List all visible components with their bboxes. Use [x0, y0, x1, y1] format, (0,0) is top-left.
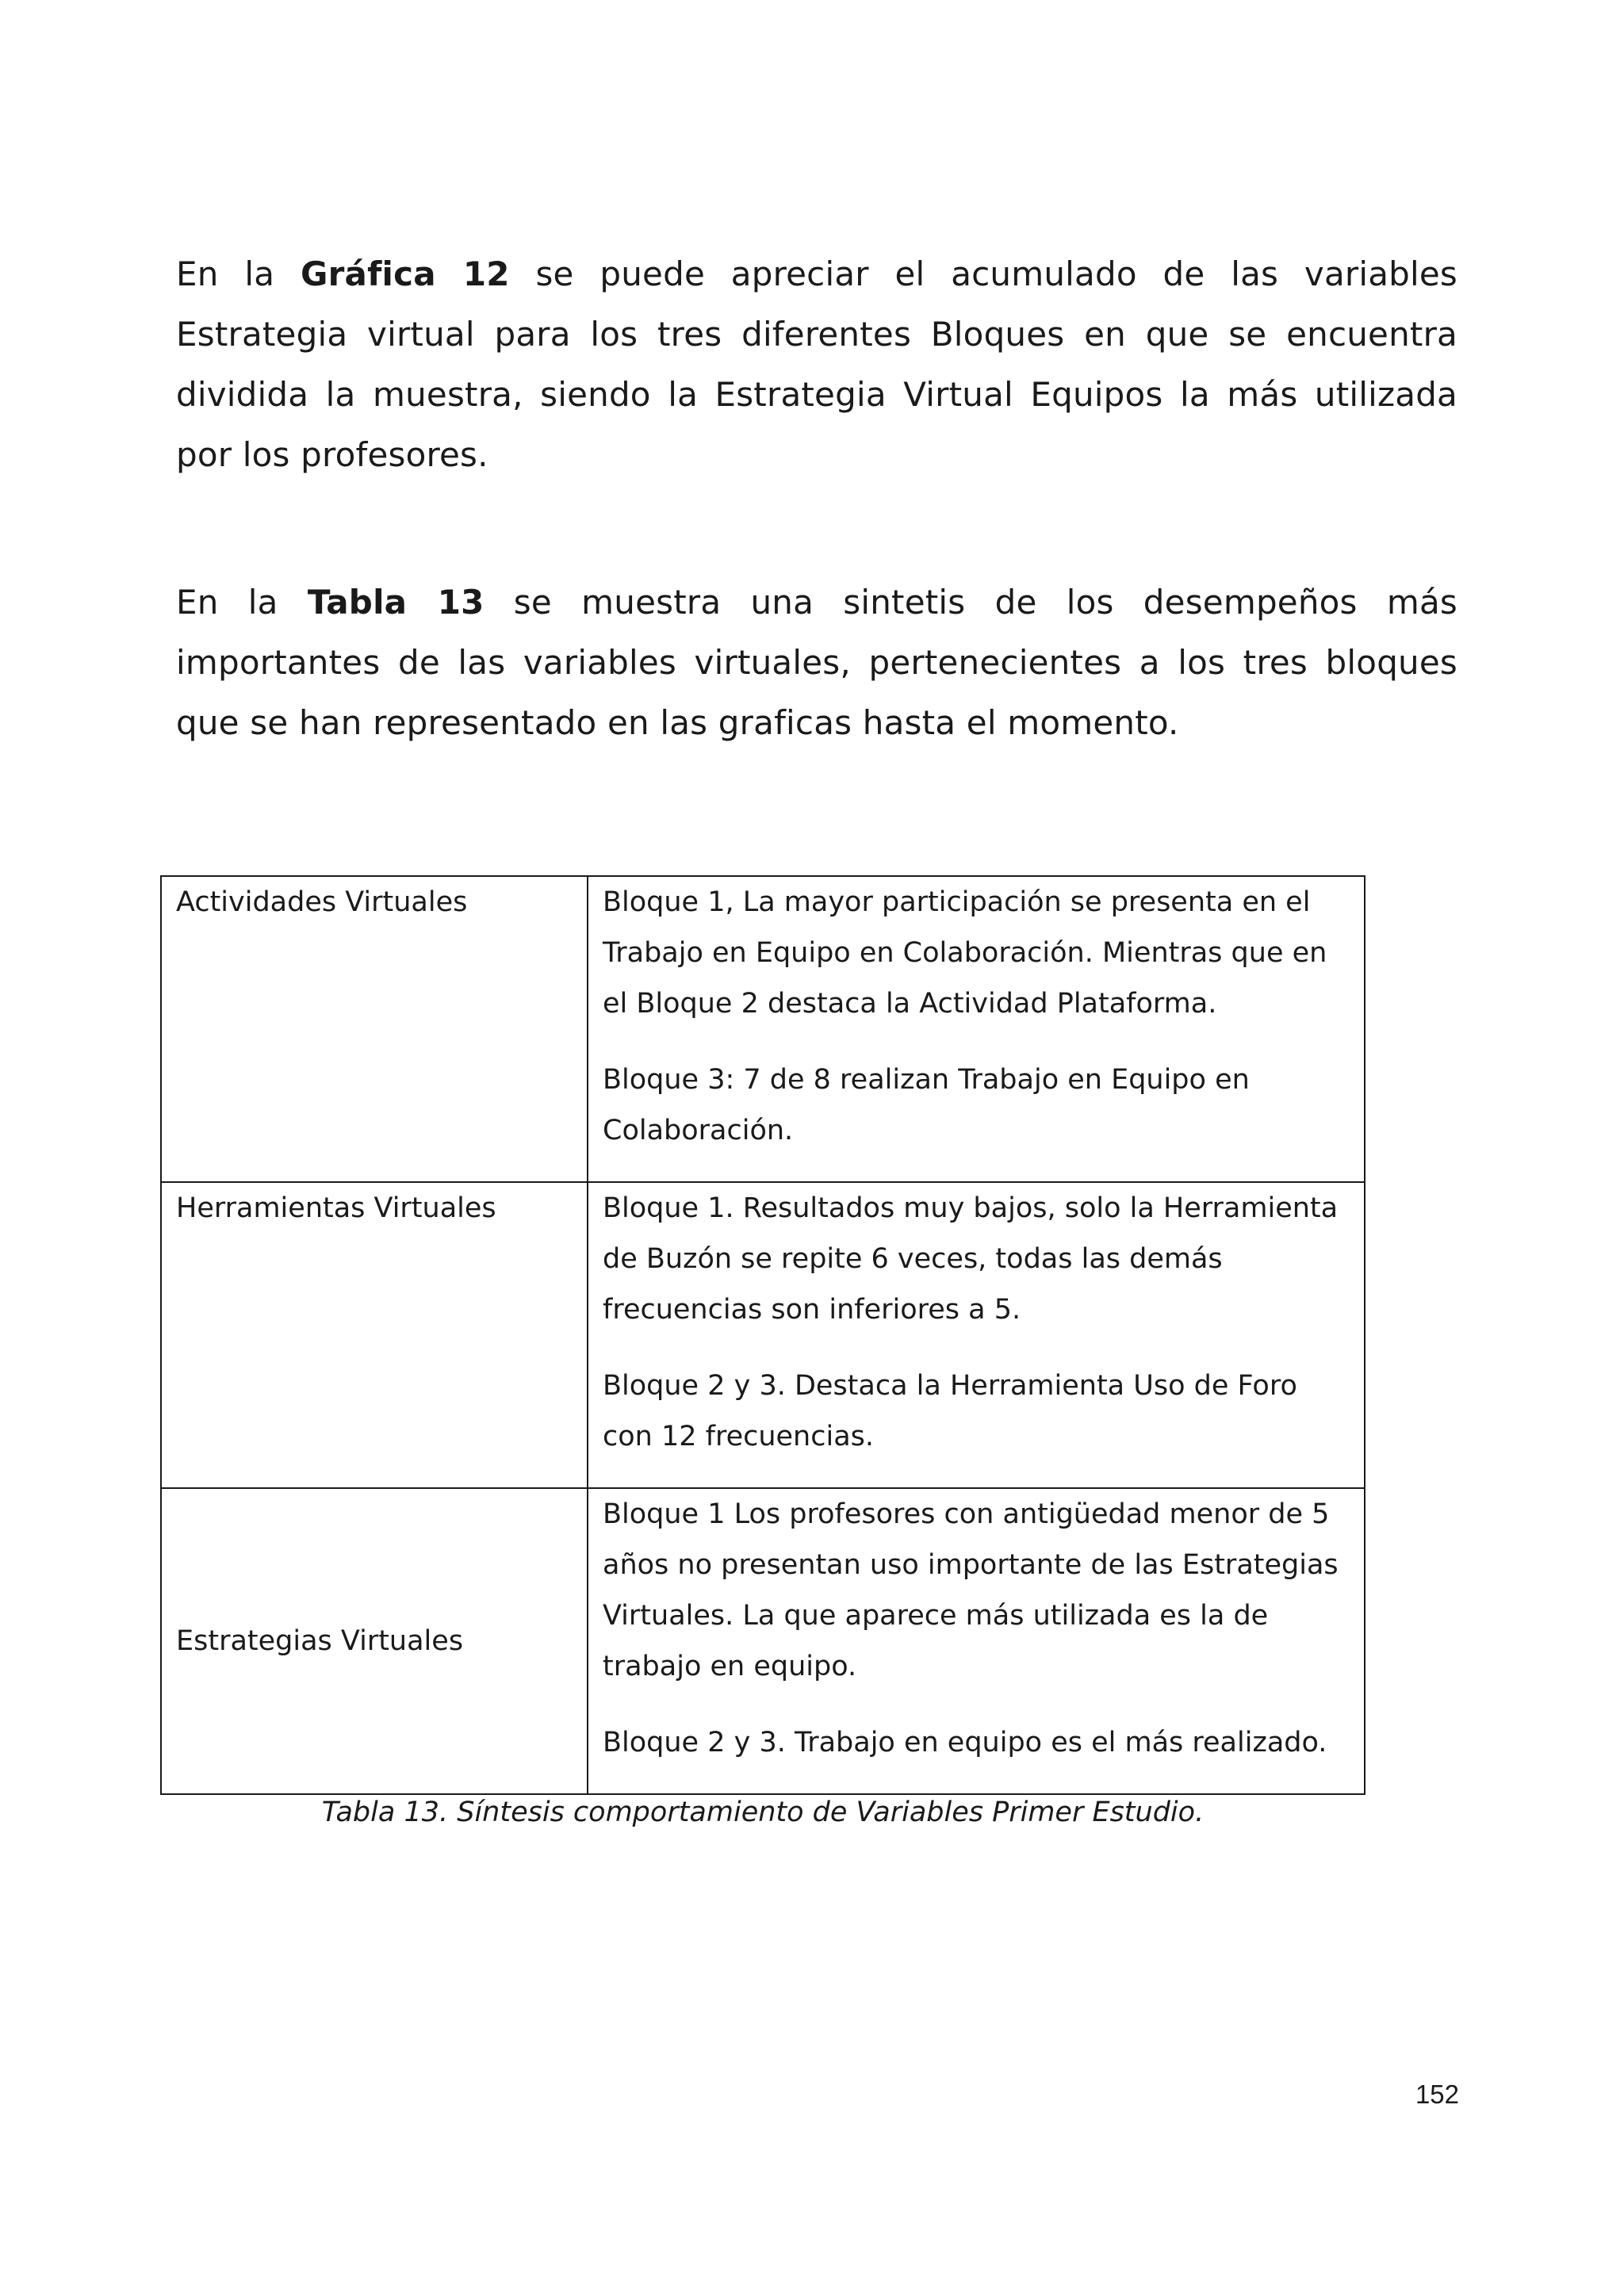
table-reference: Tabla 13	[307, 583, 485, 622]
description-paragraph: Bloque 2 y 3. Destaca la Herramienta Uso de Foro con 12 frecuencias.	[603, 1370, 1297, 1452]
table-row	[161, 876, 1365, 1182]
row-description	[588, 1488, 1365, 1794]
paragraph-tabla-13	[176, 572, 1457, 753]
table-caption: Tabla 13. Síntesis comportamiento de Variables Primer Estudio.	[321, 1797, 1205, 1828]
row-label: Herramientas Virtuales	[161, 1182, 588, 1488]
row-description	[588, 1182, 1365, 1488]
paragraph-grafica-12	[176, 244, 1457, 485]
table-row	[161, 1182, 1365, 1488]
synthesis-table	[160, 875, 1365, 1795]
table-row	[161, 1488, 1365, 1794]
figure-reference: Gráfica 12	[300, 254, 510, 293]
paragraph-text: se muestra una sintetis de los desempeños más importantes de las variables virtuales, pertenecientes a los tres bloques que se han representado en las graficas hasta el momento.	[176, 583, 1457, 742]
paragraph-text: se puede apreciar el acumulado de las variables Estrategia virtual para los tres diferentes Bloques en que se encuentra dividida la muestra, siendo la Estrategia Virtual Equipos la más utilizada por los profesores.	[176, 254, 1458, 474]
row-label: Actividades Virtuales	[161, 876, 588, 1182]
description-paragraph: Bloque 2 y 3. Trabajo en equipo es el más realizado.	[603, 1727, 1327, 1758]
page-number: 152	[1415, 2080, 1459, 2109]
description-paragraph: Bloque 1, La mayor participación se presenta en el Trabajo en Equipo en Colaboración. Mientras que en el Bloque 2 destaca la Actividad Plataforma.	[603, 886, 1327, 1020]
row-label: Estrategias Virtuales	[161, 1488, 588, 1794]
row-description	[588, 876, 1365, 1182]
description-paragraph: Bloque 1. Resultados muy bajos, solo la Herramienta de Buzón se repite 6 veces, todas las demás frecuencias son inferiores a 5.	[603, 1192, 1339, 1326]
description-paragraph: Bloque 3: 7 de 8 realizan Trabajo en Equipo en Colaboración.	[603, 1064, 1250, 1146]
paragraph-prefix: En la	[176, 254, 301, 293]
paragraph-prefix: En la	[176, 583, 308, 622]
description-paragraph: Bloque 1 Los profesores con antigüedad menor de 5 años no presentan uso importante de las Estrategias Virtuales. La que aparece más utilizada es la de trabajo en equipo.	[603, 1498, 1339, 1682]
